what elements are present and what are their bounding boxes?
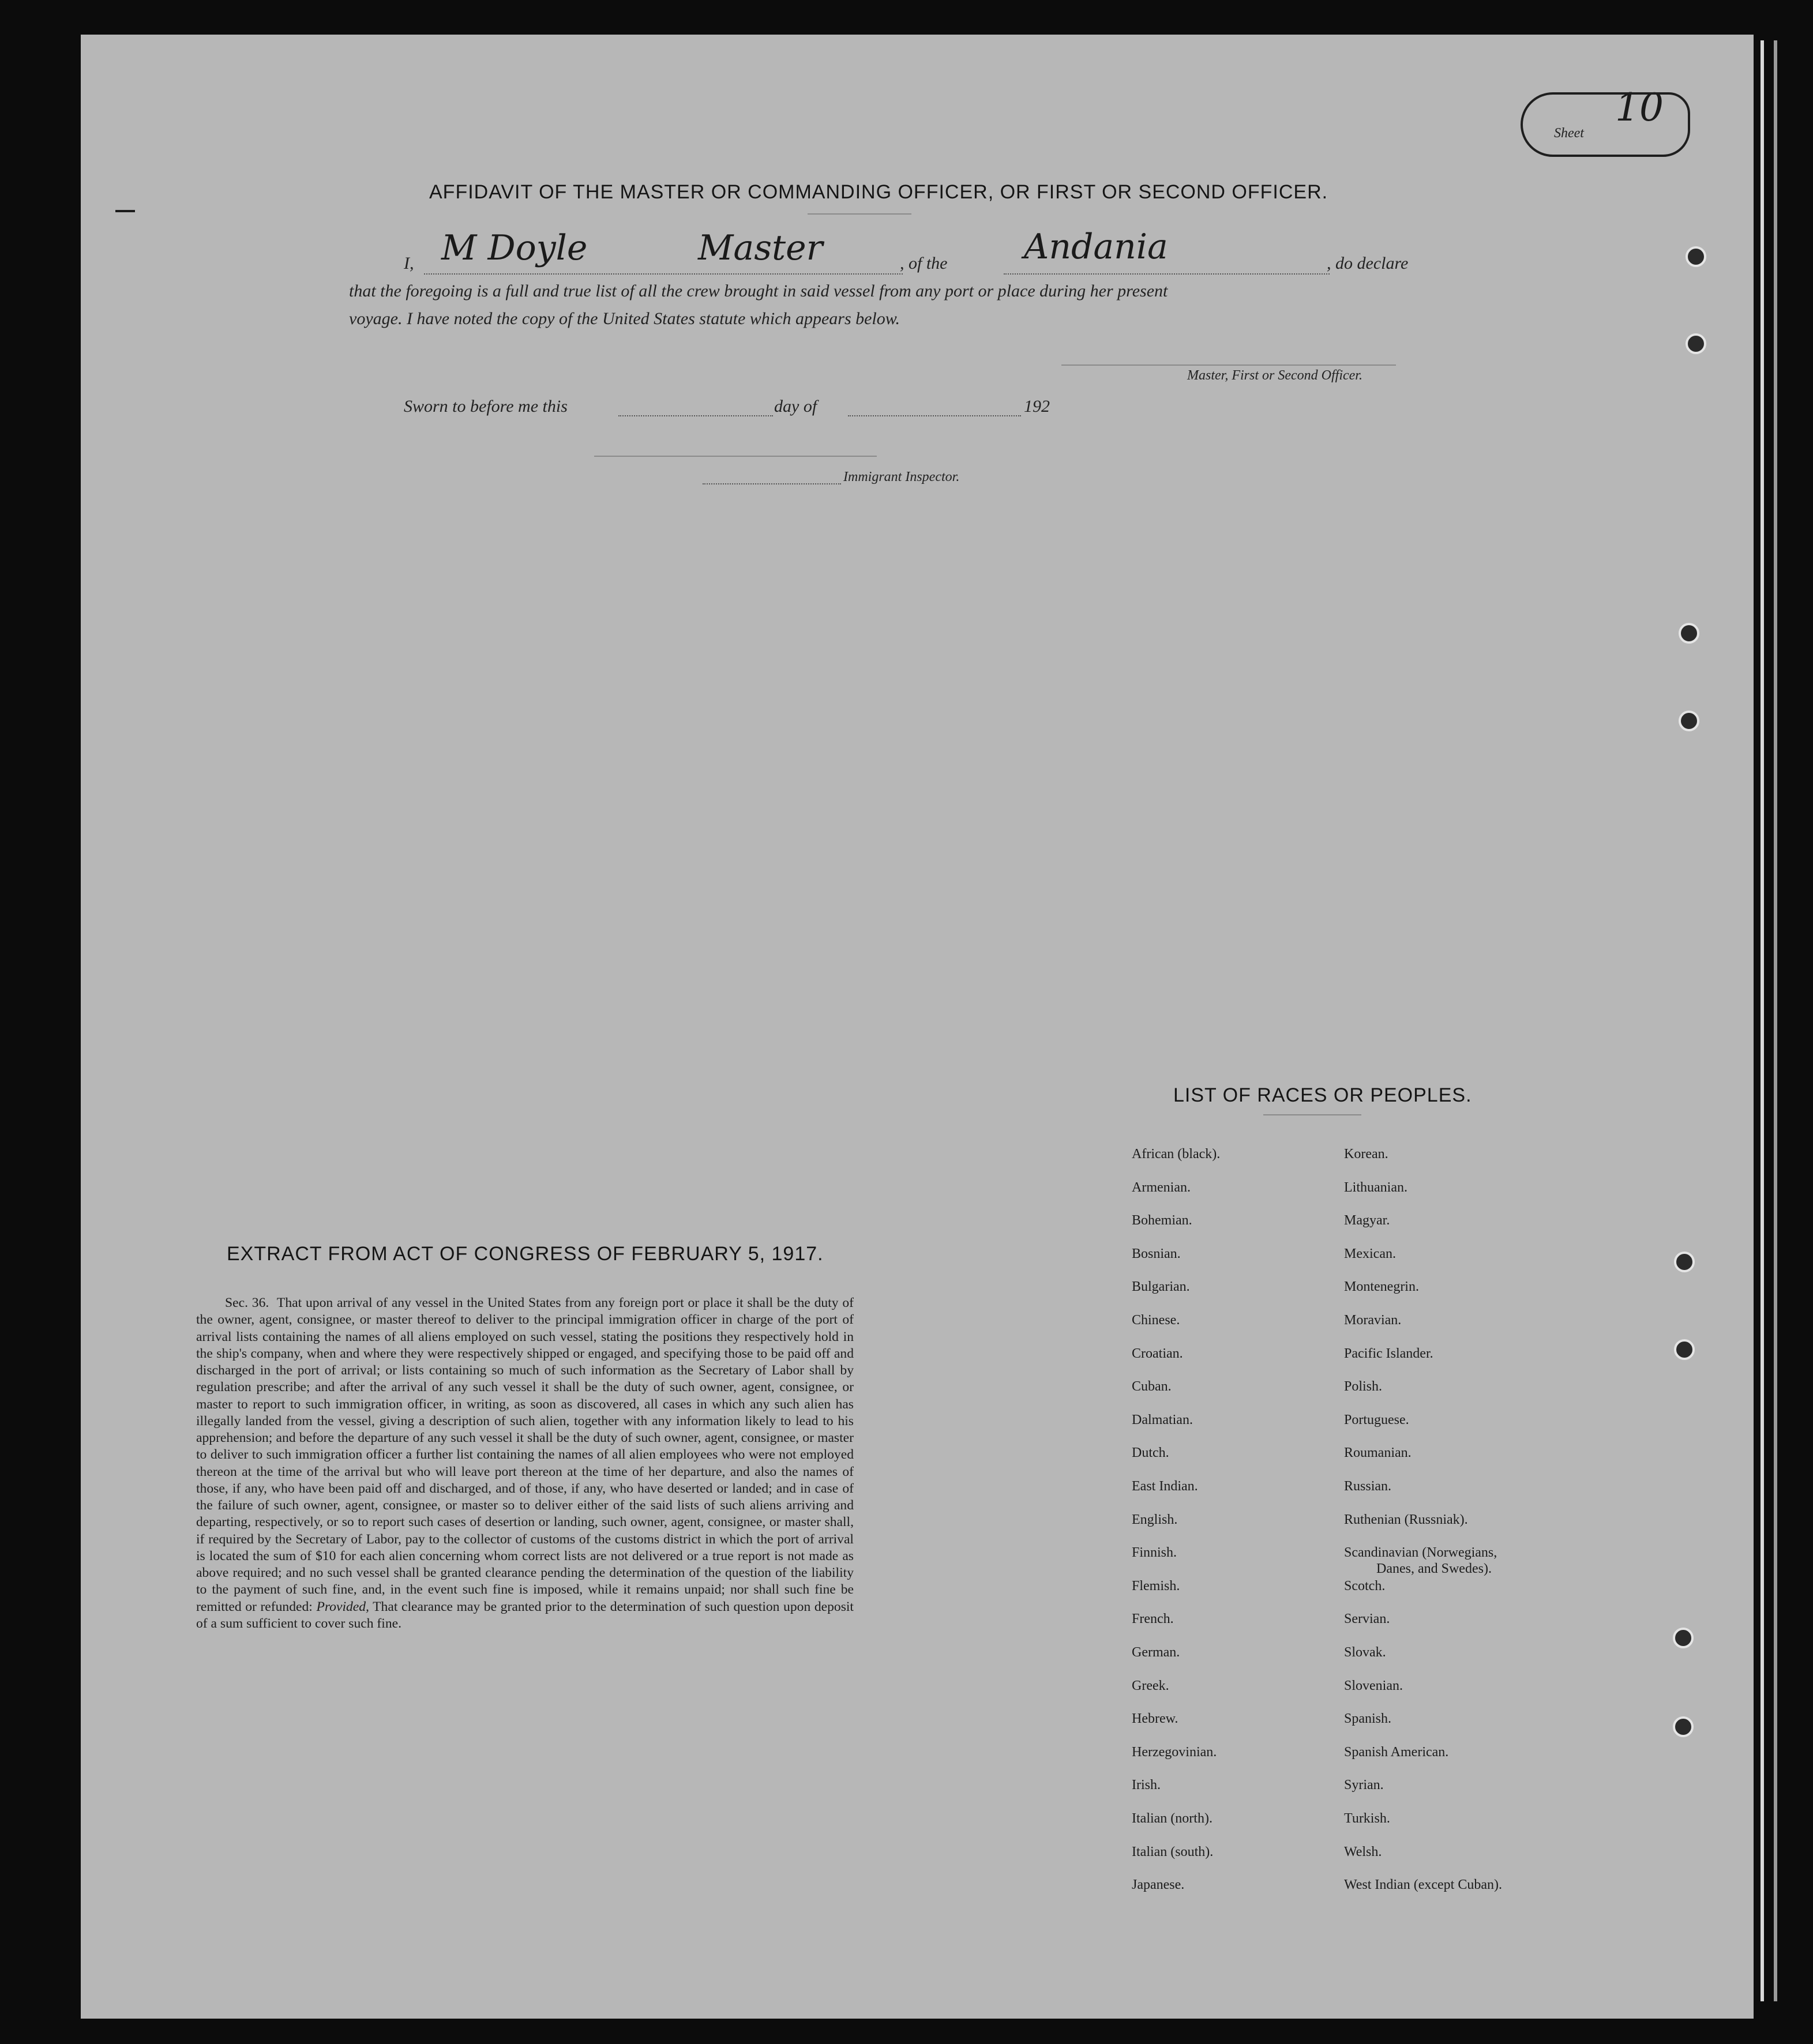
- race-item: Flemish.: [1132, 1578, 1180, 1594]
- race-item: Irish.: [1132, 1778, 1161, 1793]
- punch-hole: [1686, 246, 1706, 267]
- race-item: Hebrew.: [1132, 1711, 1178, 1727]
- race-item: Cuban.: [1132, 1379, 1172, 1395]
- race-item: Portuguese.: [1344, 1412, 1409, 1427]
- manifest-page: [81, 35, 1754, 2019]
- punch-hole: [1673, 1716, 1694, 1737]
- sworn-month-line: [848, 415, 1021, 416]
- race-item: Chinese.: [1132, 1313, 1180, 1328]
- race-item: German.: [1132, 1645, 1180, 1660]
- statement-line-1: that the foregoing is a full and true list of all the crew brought in said vessel from any port or place during her present: [349, 281, 1168, 300]
- race-item: Japanese.: [1132, 1877, 1185, 1893]
- extract-text-part2: That clearance may be granted prior to the determination of such question upon deposit of a sum sufficient to cover such fine.: [196, 1599, 854, 1631]
- punch-hole: [1674, 1252, 1695, 1272]
- race-item: Dalmatian.: [1132, 1412, 1193, 1427]
- handwritten-vessel: Andania: [1024, 227, 1168, 267]
- sheet-number: 10: [1615, 85, 1664, 130]
- race-item: English.: [1132, 1512, 1178, 1527]
- year-prefix: 192: [1024, 397, 1050, 416]
- punch-hole: [1673, 1628, 1694, 1648]
- section-label: Sec. 36.: [225, 1295, 269, 1310]
- race-item: French.: [1132, 1611, 1174, 1627]
- race-item: Syrian.: [1344, 1778, 1384, 1793]
- day-of-text: day of: [774, 397, 817, 416]
- handwritten-name: M Doyle: [441, 228, 588, 268]
- affidavit-title: AFFIDAVIT OF THE MASTER OR COMMANDING OFFICER, OR FIRST OR SECOND OFFICER.: [429, 181, 1328, 203]
- inspector-signature-line: [594, 456, 877, 457]
- vessel-line: [1004, 273, 1330, 275]
- race-item: Mexican.: [1344, 1246, 1396, 1261]
- race-item: Bulgarian.: [1132, 1279, 1190, 1295]
- handwritten-rank: Master: [698, 228, 823, 268]
- race-item: Dutch.: [1132, 1445, 1169, 1461]
- race-item: Spanish.: [1344, 1711, 1392, 1727]
- page-edge-2: [1774, 40, 1777, 2001]
- race-item: Montenegrin.: [1344, 1279, 1419, 1295]
- sworn-prefix: Sworn to before me this: [404, 397, 568, 416]
- race-item: Slovak.: [1344, 1645, 1386, 1660]
- extract-body: [196, 1295, 854, 1632]
- race-item: Bohemian.: [1132, 1213, 1192, 1228]
- races-title-rule: [1263, 1114, 1361, 1115]
- race-item: Armenian.: [1132, 1179, 1191, 1195]
- sheet-label: Sheet: [1554, 126, 1584, 141]
- race-item: Finnish.: [1132, 1545, 1177, 1561]
- race-item: Turkish.: [1344, 1811, 1390, 1826]
- race-item: Italian (north).: [1132, 1811, 1213, 1826]
- margin-mark: [115, 210, 135, 212]
- race-item: Polish.: [1344, 1379, 1383, 1395]
- inspector-dotted-line: [703, 483, 841, 484]
- race-item: Spanish American.: [1344, 1744, 1449, 1760]
- of-the-text: , of the: [900, 254, 948, 273]
- do-declare-text: , do declare: [1327, 254, 1409, 273]
- punch-hole: [1686, 333, 1706, 354]
- race-item: East Indian.: [1132, 1479, 1198, 1494]
- race-item: Slovenian.: [1344, 1678, 1403, 1693]
- signature-caption: Master, First or Second Officer.: [1187, 368, 1362, 383]
- race-item: Servian.: [1344, 1611, 1390, 1627]
- race-item: Russian.: [1344, 1479, 1392, 1494]
- race-item: Welsh.: [1344, 1844, 1382, 1859]
- race-item: Ruthenian (Russniak).: [1344, 1512, 1468, 1527]
- race-item: Lithuanian.: [1344, 1179, 1407, 1195]
- punch-hole: [1679, 711, 1699, 731]
- page-edge-1: [1761, 40, 1764, 2001]
- race-item: Bosnian.: [1132, 1246, 1181, 1261]
- race-item: Scotch.: [1344, 1578, 1386, 1594]
- title-rule: [808, 213, 911, 215]
- race-item: Italian (south).: [1132, 1844, 1214, 1859]
- race-item: Moravian.: [1344, 1313, 1402, 1328]
- races-title: LIST OF RACES OR PEOPLES.: [1173, 1084, 1472, 1106]
- signature-line: [1061, 365, 1396, 366]
- extract-title: EXTRACT FROM ACT OF CONGRESS OF FEBRUARY 5, 1917.: [227, 1243, 824, 1265]
- affidavit-prefix: I,: [404, 254, 414, 273]
- race-item: Danes, and Swedes).: [1376, 1561, 1492, 1577]
- race-item: Roumanian.: [1344, 1445, 1412, 1461]
- race-item: Magyar.: [1344, 1213, 1390, 1228]
- race-item: Korean.: [1344, 1147, 1388, 1162]
- statement-line-2: voyage. I have noted the copy of the United States statute which appears below.: [349, 309, 900, 328]
- race-item: Herzegovinian.: [1132, 1744, 1217, 1760]
- extract-text-part1: That upon arrival of any vessel in the United States from any foreign port or place it shall be the duty of the owner, agent, consignee, or master thereof to deliver to the principal immigration officer in charge of the port of arrival lists containing the names of all aliens employed on such vessel, stating the positions they respectively hold in the ship's company, when and where they were respectively shipped or engaged, and specifying those to be paid off and discharged in the port of arrival; or lists containing so much of such information as the Secretary of Labor shall by regulation prescribe; and after the arrival of any such vessel it shall be the duty of such owner, agent, consignee, or master to report to such immigration officer, in writing, as soon as discovered, all cases in which any such alien has illegally landed from the vessel, giving a description of such alien, together with any information likely to lead to his apprehension; and before the departure of any such vessel it shall be the duty of such owner, agent, consignee, or master to deliver to such immigration officer a further list containing the names of all alien employees who were not employed thereon at the time of the arrival but who will leave port thereon at the time of her departure, and also the names of those, if any, who have been paid off and discharged, and of those, if any, who have deserted or landed; and in case of the failure of such owner, agent, consignee, or master so to deliver either of the said lists of such aliens arriving and departing, respectively, or so to report such cases of desertion or landing, such owner, agent, consignee, or master shall, if required by the Secretary of Labor, pay to the collector of customs of the customs district in which the port of arrival is located the sum of $10 for each alien concerning whom correct lists are not delivered or a true report is not made as above required; and no such vessel shall be granted clearance pending the determination of the question of the liability to the payment of such fine, and, in the event such fine is imposed, while it remains unpaid; nor shall such fine be remitted or refunded:: [196, 1295, 854, 1614]
- race-item: African (black).: [1132, 1147, 1221, 1162]
- race-item: Pacific Islander.: [1344, 1346, 1433, 1361]
- sworn-day-line: [618, 415, 773, 416]
- race-item: Croatian.: [1132, 1346, 1183, 1361]
- race-item: Scandinavian (Norwegians,: [1344, 1545, 1497, 1561]
- sheet-number-circle: [1521, 92, 1690, 157]
- provided-word: Provided,: [316, 1599, 369, 1614]
- punch-hole: [1674, 1339, 1695, 1360]
- name-line: [424, 273, 903, 275]
- inspector-caption: Immigrant Inspector.: [843, 469, 960, 484]
- race-item: Greek.: [1132, 1678, 1169, 1693]
- race-item: West Indian (except Cuban).: [1344, 1877, 1502, 1893]
- punch-hole: [1679, 623, 1699, 644]
